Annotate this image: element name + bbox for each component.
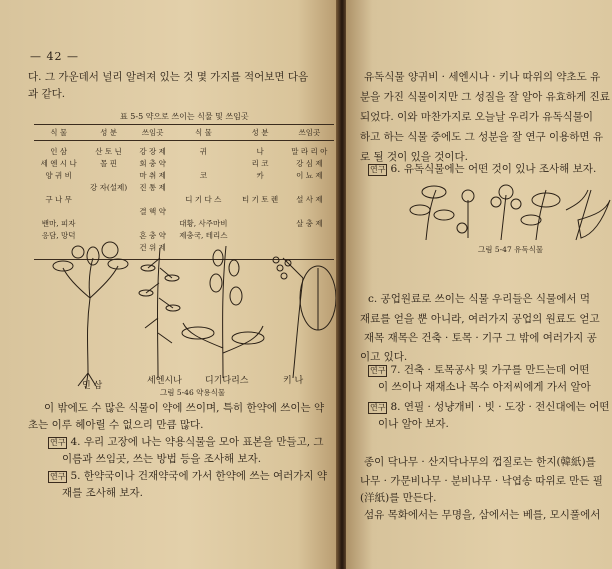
- exercise-7-text: 7. 건축 · 토목공사 및 가구를 만드는데 어떤: [390, 364, 590, 376]
- right-mid-line-3: 재목 재목은 건축 · 토목 · 기구 그 밖에 여러가지 공: [364, 332, 597, 344]
- table-header: 성 분: [83, 125, 134, 141]
- right-page: [346, 0, 612, 569]
- exercise-4-line-2: 이름과 쓰임곳, 쓰는 방법 등을 조사해 보자.: [62, 453, 262, 465]
- toxic-plants-illustration: [406, 180, 612, 242]
- intro-line-1: 다. 그 가운데서 널리 알려져 있는 것 몇 가지를 적어보면 다음: [28, 71, 309, 83]
- exercise-5: [48, 469, 327, 484]
- body-line-2: 초는 이루 헤아릴 수 없으리 만큼 많다.: [28, 419, 204, 431]
- table-header: 쓰임곳: [285, 125, 334, 141]
- right-bottom-line-2: 나무 · 가문비나무 · 분비나무 · 낙엽송 따위로 만든 필: [360, 475, 603, 487]
- right-mid-line-4: 이고 있다.: [360, 351, 408, 363]
- right-line-3: 되었다. 이와 마찬가지로 오늘날 우리가 유독식물이: [360, 111, 594, 123]
- fig-label-cinchona: 세엔시나: [147, 376, 182, 386]
- exercise-5-line-2: 재를 조사해 보자.: [62, 487, 144, 499]
- exercise-6: [368, 162, 596, 177]
- fig-label-quinine: 키 나: [283, 376, 304, 386]
- table-title: 표 5-5 약으로 쓰이는 식물 및 쓰임곳: [120, 112, 249, 121]
- body-line-1: 이 밖에도 수 많은 식물이 약에 쓰이며, 특히 한약에 쓰이는 약: [44, 402, 325, 414]
- exercise-8: [368, 400, 610, 415]
- right-bottom-line-3: (洋紙)를 만든다.: [360, 492, 437, 504]
- right-mid-line-1: c. 공업원료로 쓰이는 식물 우리들은 식물에서 먹: [368, 293, 590, 305]
- research-tag: 연구: [50, 438, 66, 447]
- table-cell: 강 장 제 회 충 약 마 취 제 진 통 제 결 핵 약 혼 충 약 건 위 제: [134, 141, 171, 260]
- table-cell: 말 라 리 아 강 심 제 이 뇨 제 설 사 제 살 충 제: [285, 141, 334, 260]
- page-number: — 42 —: [30, 50, 79, 63]
- exercise-8-text: 8. 연필 · 성냥개비 · 빗 · 도장 · 전신대에는 어떤: [390, 401, 610, 413]
- exercise-4-line-1: 4. 우리 고장에 나는 약용식물을 모아 표본을 만들고, 그: [70, 436, 324, 448]
- table-cell: 인 삼 세 엔 시 나 양 귀 비 구 나 무 밴마, 피자 응담, 망덕: [34, 141, 83, 260]
- right-bottom-line-4: 섬유 목화에서는 무명을, 삼에서는 베를, 모시풀에서: [364, 509, 601, 521]
- research-tag: 연구: [370, 165, 386, 174]
- fig-label-ginseng: 인 삼: [82, 381, 103, 391]
- exercise-5-line-1: 5. 한약국이나 건재약국에 가서 한약에 쓰는 여러가지 약: [70, 470, 327, 482]
- exercise-4: [48, 435, 324, 450]
- table-header-row: [34, 125, 334, 141]
- right-line-4: 하고 하는 식물 중에도 그 성분을 잘 연구 이용하면 유: [360, 131, 604, 143]
- table-header: 식 물: [34, 125, 83, 141]
- intro-line-2: 과 같다.: [28, 88, 66, 100]
- table-header: 성 분: [235, 125, 284, 141]
- table-header: 쓰임곳: [134, 125, 171, 141]
- right-bottom-line-1: 종이 닥나무 · 산지닥나무의 껍질로는 한지(韓紙)를: [364, 456, 596, 468]
- table-cell: 산 토 닌 몰 핀 강 자(설제): [83, 141, 134, 260]
- figure-caption-5-47: 그림 5-47 유독식물: [478, 245, 544, 254]
- fig-label-digitalis: 디기다리스: [205, 376, 249, 386]
- exercise-6-text: 6. 유독식물에는 어떤 것이 있나 조사해 보자.: [390, 163, 597, 175]
- table-header: 식 물: [171, 125, 235, 141]
- research-tag: 연구: [50, 472, 66, 481]
- exercise-7-line-2: 이 쓰이나 재재소나 목수 아저씨에게 가서 알아: [378, 381, 591, 393]
- table-cell: 귀 코 디 기 다 스 대황, 사주마비 제충국, 테리스: [171, 141, 235, 260]
- right-line-1: 유독식물 양귀비 · 세엔시나 · 키나 따위의 약초도 유: [364, 71, 601, 83]
- exercise-8-line-2: 이나 알아 보자.: [378, 418, 449, 430]
- research-tag: 연구: [370, 403, 386, 412]
- figure-caption-5-46: 그림 5-46 약용식물: [160, 388, 226, 397]
- medicinal-plants-illustration: [48, 238, 338, 388]
- right-line-5: 로 될 것이 있을 것이다.: [360, 151, 468, 163]
- right-mid-line-2: 재료를 얻을 뿐 아니라, 여러가지 공업의 원료도 얻고: [360, 313, 600, 325]
- research-tag: 연구: [370, 366, 386, 375]
- exercise-7: [368, 363, 589, 378]
- right-line-2: 분을 가진 식물이지만 그 성질을 잘 알아 유효하게 진료: [360, 91, 610, 103]
- table-cell: 나 리 코 카 티 기 토 렌: [235, 141, 284, 260]
